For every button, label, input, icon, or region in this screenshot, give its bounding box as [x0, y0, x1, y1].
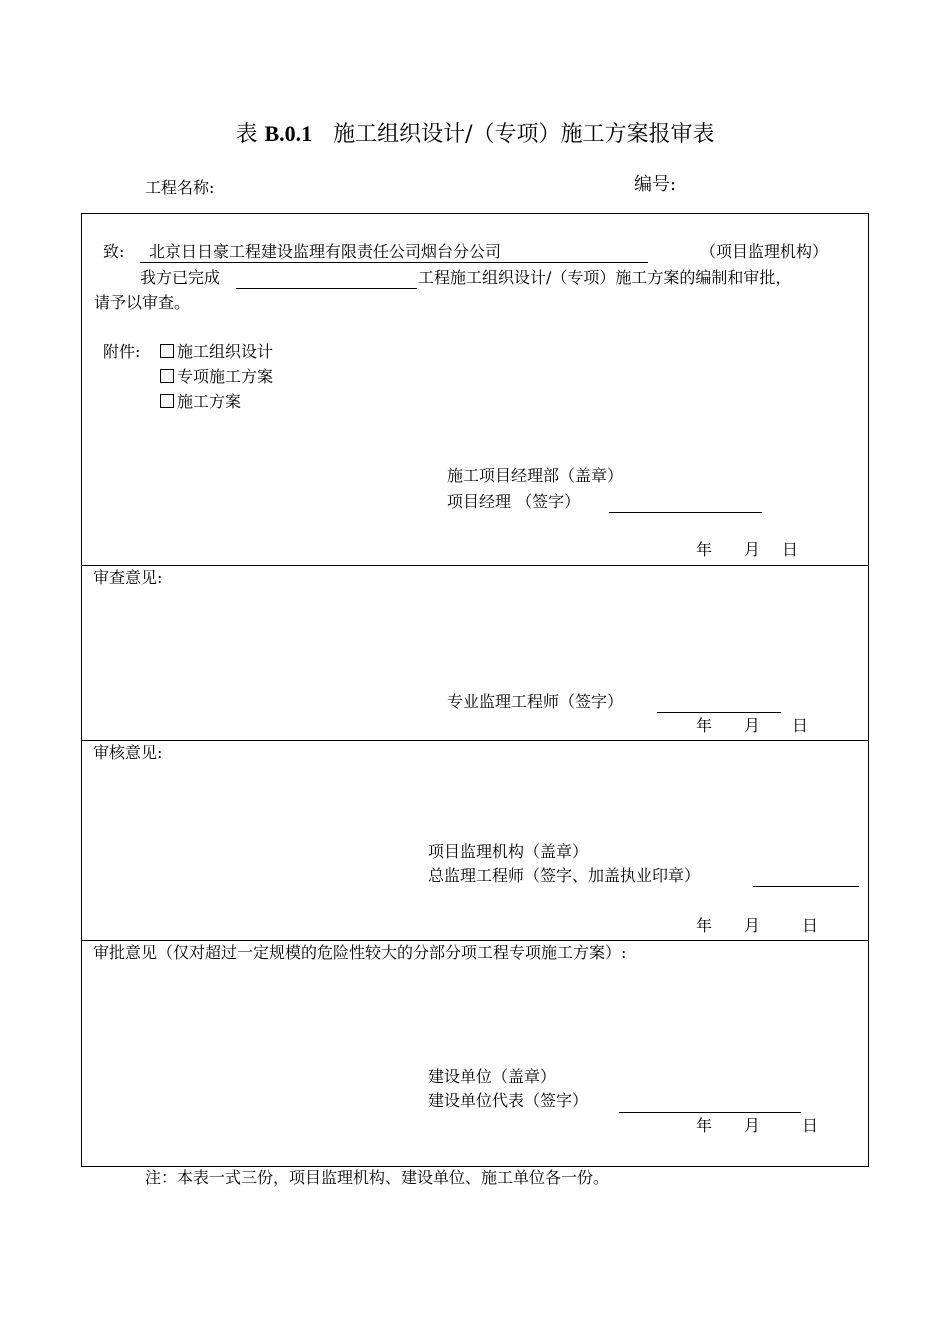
date-day: 日 [802, 1116, 819, 1135]
supervision-org-label: 项目监理机构（盖章） [428, 842, 589, 861]
recipient-field[interactable] [140, 242, 648, 263]
title-prefix: 表 [235, 122, 265, 147]
date-month: 月 [744, 1116, 761, 1135]
body-line2: 请予以审查。 [94, 293, 191, 312]
attachments-label: 附件: [103, 342, 141, 361]
date-year: 年 [696, 916, 713, 935]
date-day: 日 [802, 916, 819, 935]
attachment-label: 专项施工方案 [177, 367, 274, 386]
date-year: 年 [696, 540, 713, 559]
project-manager-label: 项目经理 （签字） [447, 492, 581, 511]
serial-number-label: 编号: [634, 174, 677, 195]
project-manager-signature-field[interactable] [609, 492, 762, 513]
form-code: B.0.1 [264, 121, 313, 146]
approval-opinion-heading: 审批意见（仅对超过一定规模的危险性较大的分部分项工程专项施工方案）: [93, 943, 627, 962]
date-month: 月 [744, 916, 761, 935]
date-year: 年 [696, 716, 713, 735]
row-divider-2 [81, 740, 869, 741]
body-suffix: 工程施工组织设计/（专项）施工方案的编制和审批， [418, 268, 792, 287]
footer-note: 注：本表一式三份，项目监理机构、建设单位、施工单位各一份。 [145, 1168, 610, 1187]
to-label: 致: [103, 242, 125, 261]
attachment-label: 施工方案 [177, 392, 242, 411]
checkbox[interactable] [160, 394, 174, 408]
date-year: 年 [696, 1116, 713, 1135]
row-divider-3 [81, 940, 869, 941]
supervisor-signature-field[interactable] [657, 692, 781, 713]
audit-opinion-heading: 审核意见: [93, 743, 163, 762]
chief-supervisor-signature-field[interactable] [753, 866, 859, 887]
attachment-item[interactable] [160, 367, 273, 387]
checkbox[interactable] [160, 344, 174, 358]
project-name-label: 工程名称: [145, 178, 215, 197]
date-day: 日 [782, 540, 799, 559]
form-title [0, 120, 950, 149]
title-main: 施工组织设计/（专项）施工方案报审表 [333, 122, 715, 147]
contractor-dept-label: 施工项目经理部（盖章） [447, 466, 624, 485]
project-blank-field[interactable] [236, 268, 417, 289]
body-prefix: 我方已完成 [140, 268, 221, 287]
date-month: 月 [744, 716, 761, 735]
date-day: 日 [792, 716, 809, 735]
owner-rep-signature-field[interactable] [619, 1092, 801, 1113]
owner-rep-label: 建设单位代表（签字） [428, 1091, 589, 1110]
recipient-role: （项目监理机构） [700, 242, 829, 261]
attachment-item[interactable] [160, 342, 273, 362]
attachment-label: 施工组织设计 [177, 342, 274, 361]
chief-supervisor-label: 总监理工程师（签字、加盖执业印章） [428, 866, 701, 885]
checkbox[interactable] [160, 369, 174, 383]
review-opinion-heading: 审查意见: [93, 568, 163, 587]
owner-unit-label: 建设单位（盖章） [428, 1067, 557, 1086]
row-divider-1 [81, 565, 869, 566]
supervisor-signature-label: 专业监理工程师（签字） [447, 692, 624, 711]
attachment-item[interactable] [160, 392, 241, 412]
recipient-company: 北京日日豪工程建设监理有限责任公司烟台分公司 [149, 242, 502, 261]
date-month: 月 [744, 540, 761, 559]
